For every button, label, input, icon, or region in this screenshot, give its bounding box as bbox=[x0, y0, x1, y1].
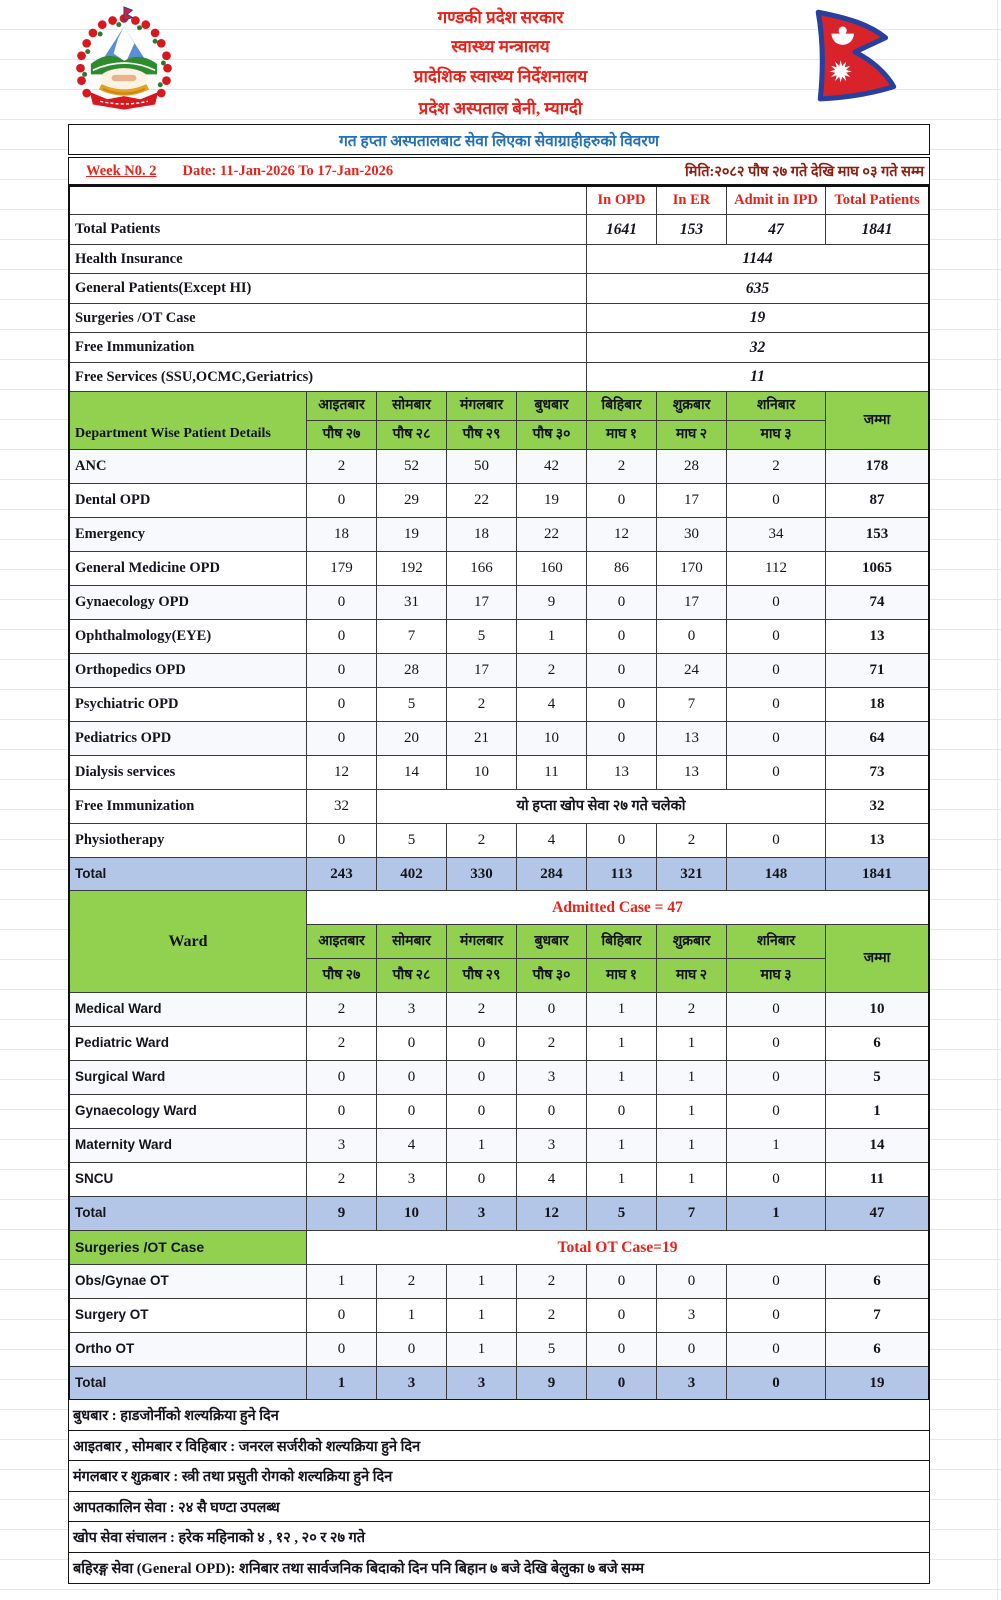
week-labels bbox=[74, 163, 393, 180]
ward-day-value: 0 bbox=[377, 1095, 447, 1129]
ward-day-value: 1 bbox=[587, 1027, 657, 1061]
department-day-value: 19 bbox=[517, 484, 587, 518]
weekday-header: आइतबार bbox=[307, 392, 377, 421]
ward-total-row-label: Total bbox=[70, 1197, 307, 1231]
department-total-value: 178 bbox=[826, 450, 928, 484]
department-total-row-value: 330 bbox=[447, 858, 517, 891]
ward-day-value: 1 bbox=[587, 1129, 657, 1163]
ward-day-value: 2 bbox=[657, 993, 727, 1027]
ward-day-value: 3 bbox=[517, 1129, 587, 1163]
department-table-header: Department Wise Patient Details bbox=[70, 392, 307, 450]
nepali-date-header: पौष २७ bbox=[307, 421, 377, 450]
ot-total-row-value: 3 bbox=[377, 1367, 447, 1401]
summary-row-label: Health Insurance bbox=[70, 245, 587, 275]
weekday-header: मंगलबार bbox=[447, 392, 517, 421]
ot-row-label: Surgery OT bbox=[70, 1299, 307, 1333]
ward-day-value: 0 bbox=[307, 1095, 377, 1129]
department-day-value: 166 bbox=[447, 552, 517, 586]
admitted-case-header: Admitted Case = 47 bbox=[307, 891, 928, 925]
department-day-value: 0 bbox=[727, 620, 826, 654]
department-total-value: 13 bbox=[826, 824, 928, 858]
ot-day-value: 0 bbox=[587, 1333, 657, 1367]
nepali-date-header: पौष २८ bbox=[377, 959, 447, 993]
department-row-label: Physiotherapy bbox=[70, 824, 307, 858]
nepali-date-header: माघ १ bbox=[587, 959, 657, 993]
summary-column-header: In ER bbox=[657, 187, 727, 215]
ot-day-value: 1 bbox=[307, 1265, 377, 1299]
department-day-value: 0 bbox=[587, 620, 657, 654]
weekday-header: सोमबार bbox=[377, 392, 447, 421]
ward-day-value: 2 bbox=[307, 1027, 377, 1061]
ward-day-value: 0 bbox=[517, 993, 587, 1027]
department-day-value: 0 bbox=[657, 620, 727, 654]
ot-table bbox=[70, 1231, 928, 1401]
ward-total-row-value: 12 bbox=[517, 1197, 587, 1231]
ward-table bbox=[70, 891, 928, 1231]
department-day-value: 52 bbox=[377, 450, 447, 484]
department-day-value: 13 bbox=[657, 722, 727, 756]
ward-day-value: 0 bbox=[307, 1061, 377, 1095]
ot-day-value: 0 bbox=[307, 1333, 377, 1367]
nepali-date-header: पौष ३० bbox=[517, 959, 587, 993]
department-day-value: 34 bbox=[727, 518, 826, 552]
department-row-label: Psychiatric OPD bbox=[70, 688, 307, 722]
ot-day-value: 2 bbox=[517, 1299, 587, 1333]
department-day-value: 42 bbox=[517, 450, 587, 484]
department-day-value: 0 bbox=[307, 824, 377, 858]
weekday-header: शनिबार bbox=[727, 925, 826, 959]
department-total-value: 87 bbox=[826, 484, 928, 518]
department-total-row-value: 113 bbox=[587, 858, 657, 891]
department-total-row-value: 243 bbox=[307, 858, 377, 891]
department-total-value: 71 bbox=[826, 654, 928, 688]
ward-day-value: 1 bbox=[447, 1129, 517, 1163]
ward-day-value: 0 bbox=[377, 1027, 447, 1061]
department-total-row-value: 321 bbox=[657, 858, 727, 891]
department-day-value: 13 bbox=[587, 756, 657, 790]
department-day-value: 2 bbox=[447, 688, 517, 722]
nepali-date-header: माघ ३ bbox=[727, 421, 826, 450]
header-directorate-line: प्रादेशिक स्वास्थ्य निर्देशनालय bbox=[413, 67, 588, 86]
department-day-value: 2 bbox=[587, 450, 657, 484]
ot-total-row-value: 3 bbox=[657, 1367, 727, 1401]
department-day-value: 0 bbox=[307, 722, 377, 756]
ward-total-row-value: 3 bbox=[447, 1197, 517, 1231]
ward-day-value: 2 bbox=[307, 1163, 377, 1197]
ward-day-value: 0 bbox=[447, 1027, 517, 1061]
ot-grand-total: 19 bbox=[826, 1367, 928, 1401]
ot-total-row-value: 0 bbox=[587, 1367, 657, 1401]
ward-day-value: 3 bbox=[377, 1163, 447, 1197]
summary-value: 1641 bbox=[587, 215, 657, 245]
department-day-value: 28 bbox=[377, 654, 447, 688]
ot-day-value: 1 bbox=[447, 1265, 517, 1299]
ot-day-value: 0 bbox=[587, 1265, 657, 1299]
department-day-value: 0 bbox=[587, 688, 657, 722]
nepali-date-header: पौष २९ bbox=[447, 959, 517, 993]
summary-row-label: Free Services (SSU,OCMC,Geriatrics) bbox=[70, 363, 587, 393]
ot-day-value: 0 bbox=[307, 1299, 377, 1333]
ward-day-value: 4 bbox=[517, 1163, 587, 1197]
department-day-value: 10 bbox=[517, 722, 587, 756]
ward-day-value: 0 bbox=[727, 1095, 826, 1129]
sum-column-header: जम्मा bbox=[826, 392, 928, 450]
department-total-value: 13 bbox=[826, 620, 928, 654]
department-day-value: 0 bbox=[727, 484, 826, 518]
ward-day-value: 1 bbox=[587, 1061, 657, 1095]
ward-day-value: 1 bbox=[587, 993, 657, 1027]
ward-total-row-value: 9 bbox=[307, 1197, 377, 1231]
ot-total-row-label: Total bbox=[70, 1367, 307, 1401]
department-day-value: 0 bbox=[307, 654, 377, 688]
ward-total-value: 14 bbox=[826, 1129, 928, 1163]
department-day-value: 31 bbox=[377, 586, 447, 620]
department-day-value: 0 bbox=[307, 688, 377, 722]
report-title bbox=[68, 124, 930, 155]
summary-row-label: General Patients(Except HI) bbox=[70, 274, 587, 304]
ot-day-value: 1 bbox=[447, 1299, 517, 1333]
department-day-value: 5 bbox=[377, 824, 447, 858]
summary-merged-value: 635 bbox=[587, 274, 928, 304]
summary-value: 1841 bbox=[826, 215, 928, 245]
department-day-value: 179 bbox=[307, 552, 377, 586]
department-row-label: Dental OPD bbox=[70, 484, 307, 518]
department-total-row-value: 402 bbox=[377, 858, 447, 891]
ot-day-value: 2 bbox=[377, 1265, 447, 1299]
ot-total-value: 6 bbox=[826, 1265, 928, 1299]
department-day-value: 11 bbox=[517, 756, 587, 790]
department-day-value: 160 bbox=[517, 552, 587, 586]
weekday-header: शुक्रबार bbox=[657, 392, 727, 421]
summary-column-header: Total Patients bbox=[826, 187, 928, 215]
ward-day-value: 0 bbox=[727, 1061, 826, 1095]
ward-row-label: Medical Ward bbox=[70, 993, 307, 1027]
ward-table-header: Ward bbox=[70, 891, 307, 993]
department-grand-total: 1841 bbox=[826, 858, 928, 891]
ward-day-value: 1 bbox=[657, 1095, 727, 1129]
ward-day-value: 2 bbox=[447, 993, 517, 1027]
department-day-value: 17 bbox=[657, 586, 727, 620]
footer-notes bbox=[68, 1399, 930, 1584]
ward-grand-total: 47 bbox=[826, 1197, 928, 1231]
ot-day-value: 0 bbox=[727, 1299, 826, 1333]
department-day-value: 17 bbox=[447, 586, 517, 620]
weekday-header: सोमबार bbox=[377, 925, 447, 959]
department-total-value: 1065 bbox=[826, 552, 928, 586]
ward-total-value: 10 bbox=[826, 993, 928, 1027]
nepali-date-header: माघ २ bbox=[657, 959, 727, 993]
department-day-value: 0 bbox=[587, 586, 657, 620]
nepali-date-header: पौष २७ bbox=[307, 959, 377, 993]
department-row-label: Pediatrics OPD bbox=[70, 722, 307, 756]
department-day-value: 7 bbox=[377, 620, 447, 654]
department-day-value: 0 bbox=[587, 654, 657, 688]
department-total-value: 64 bbox=[826, 722, 928, 756]
department-day-value: 4 bbox=[517, 688, 587, 722]
department-total-row-value: 284 bbox=[517, 858, 587, 891]
summary-row-label: Free Immunization bbox=[70, 333, 587, 363]
week-row bbox=[68, 157, 930, 185]
ward-day-value: 0 bbox=[377, 1061, 447, 1095]
department-total-value: 32 bbox=[826, 790, 928, 824]
header-hospital-line: प्रदेश अस्पताल बेनी, म्याग्दी bbox=[418, 99, 583, 118]
department-total-value: 153 bbox=[826, 518, 928, 552]
ward-day-value: 2 bbox=[307, 993, 377, 1027]
ward-total-row-value: 1 bbox=[727, 1197, 826, 1231]
department-total-value: 74 bbox=[826, 586, 928, 620]
note-row: मंगलबार र शुक्रबार : स्त्री तथा प्रसुती रोगको शल्यक्रिया हुने दिन bbox=[68, 1460, 930, 1492]
department-day-value: 12 bbox=[307, 756, 377, 790]
ot-day-value: 0 bbox=[657, 1265, 727, 1299]
department-day-value: 0 bbox=[727, 688, 826, 722]
ward-day-value: 0 bbox=[447, 1061, 517, 1095]
weekday-header: बिहिबार bbox=[587, 925, 657, 959]
spreadsheet-report bbox=[68, 185, 930, 1403]
ot-day-value: 3 bbox=[657, 1299, 727, 1333]
nepali-date-range: मिति:२०८२ पौष २७ गते देखि माघ ०३ गते सम्म bbox=[685, 164, 924, 180]
summary-column-header: In OPD bbox=[587, 187, 657, 215]
note-row: आपतकालिन सेवा : २४ सै घण्टा उपलब्ध bbox=[68, 1491, 930, 1523]
department-row-label: ANC bbox=[70, 450, 307, 484]
nepali-date-header: पौष २९ bbox=[447, 421, 517, 450]
department-day-value: 7 bbox=[657, 688, 727, 722]
ot-total-row-value: 3 bbox=[447, 1367, 517, 1401]
ot-total-row-value: 0 bbox=[727, 1367, 826, 1401]
department-day-value: 2 bbox=[657, 824, 727, 858]
ward-day-value: 2 bbox=[517, 1027, 587, 1061]
weekday-header: शुक्रबार bbox=[657, 925, 727, 959]
department-day-value: 9 bbox=[517, 586, 587, 620]
ward-day-value: 0 bbox=[447, 1163, 517, 1197]
ward-row-label: SNCU bbox=[70, 1163, 307, 1197]
department-day-value: 2 bbox=[307, 450, 377, 484]
ot-row-label: Ortho OT bbox=[70, 1333, 307, 1367]
ward-day-value: 0 bbox=[587, 1095, 657, 1129]
nepali-date-header: पौष २८ bbox=[377, 421, 447, 450]
ward-day-value: 1 bbox=[657, 1129, 727, 1163]
summary-row-label: Total Patients bbox=[70, 215, 587, 245]
department-day-value: 2 bbox=[727, 450, 826, 484]
summary-corner-cell bbox=[70, 187, 587, 215]
department-day-value: 0 bbox=[727, 722, 826, 756]
ot-day-value: 0 bbox=[587, 1299, 657, 1333]
department-row-label: Emergency bbox=[70, 518, 307, 552]
department-day-value: 30 bbox=[657, 518, 727, 552]
department-day-value: 22 bbox=[447, 484, 517, 518]
ot-total-row-value: 9 bbox=[517, 1367, 587, 1401]
department-day-value: 86 bbox=[587, 552, 657, 586]
ot-total-value: 7 bbox=[826, 1299, 928, 1333]
department-total-row-label: Total bbox=[70, 858, 307, 891]
ward-row-label: Pediatric Ward bbox=[70, 1027, 307, 1061]
department-row-label: General Medicine OPD bbox=[70, 552, 307, 586]
ot-day-value: 0 bbox=[657, 1333, 727, 1367]
ot-day-value: 5 bbox=[517, 1333, 587, 1367]
department-total-value: 18 bbox=[826, 688, 928, 722]
department-day-value: 0 bbox=[587, 722, 657, 756]
department-day-value: 18 bbox=[307, 518, 377, 552]
department-day-value: 0 bbox=[727, 756, 826, 790]
header-government-line: गण्डकी प्रदेश सरकार bbox=[437, 8, 564, 27]
department-day-value: 1 bbox=[517, 620, 587, 654]
ward-total-row-value: 10 bbox=[377, 1197, 447, 1231]
department-day-value: 0 bbox=[307, 586, 377, 620]
ward-day-value: 1 bbox=[587, 1163, 657, 1197]
department-total-value: 73 bbox=[826, 756, 928, 790]
department-day-value: 17 bbox=[447, 654, 517, 688]
ot-day-value: 0 bbox=[727, 1333, 826, 1367]
ward-day-value: 1 bbox=[657, 1061, 727, 1095]
summary-merged-value: 19 bbox=[587, 304, 928, 334]
summary-value: 153 bbox=[657, 215, 727, 245]
ot-day-value: 1 bbox=[447, 1333, 517, 1367]
ot-row-label: Obs/Gynae OT bbox=[70, 1265, 307, 1299]
summary-row-label: Surgeries /OT Case bbox=[70, 304, 587, 334]
nepali-date-header: माघ १ bbox=[587, 421, 657, 450]
department-row-label: Free Immunization bbox=[70, 790, 307, 824]
department-day-value: 28 bbox=[657, 450, 727, 484]
ward-total-value: 6 bbox=[826, 1027, 928, 1061]
ot-day-value: 2 bbox=[517, 1265, 587, 1299]
summary-merged-value: 11 bbox=[587, 363, 928, 393]
department-day-value: 2 bbox=[517, 654, 587, 688]
department-day-value: 5 bbox=[447, 620, 517, 654]
ward-day-value: 1 bbox=[727, 1129, 826, 1163]
department-row-label: Orthopedics OPD bbox=[70, 654, 307, 688]
ot-total-row-value: 1 bbox=[307, 1367, 377, 1401]
weekday-header: मंगलबार bbox=[447, 925, 517, 959]
summary-merged-value: 32 bbox=[587, 333, 928, 363]
note-row: आइतबार , सोमबार र विहिबार : जनरल सर्जरीको शल्यक्रिया हुने दिन bbox=[68, 1430, 930, 1462]
nepali-date-header: माघ ३ bbox=[727, 959, 826, 993]
week-date-range: Date: 11-Jan-2026 To 17-Jan-2026 bbox=[182, 162, 394, 179]
ward-total-value: 11 bbox=[826, 1163, 928, 1197]
summary-value: 47 bbox=[727, 215, 826, 245]
ward-day-value: 0 bbox=[727, 993, 826, 1027]
department-day-value: 0 bbox=[727, 824, 826, 858]
ot-table-header: Surgeries /OT Case bbox=[70, 1231, 307, 1265]
department-day-value: 0 bbox=[307, 484, 377, 518]
ward-row-label: Surgical Ward bbox=[70, 1061, 307, 1095]
nepali-date-header: माघ २ bbox=[657, 421, 727, 450]
department-day-value: 0 bbox=[727, 586, 826, 620]
summary-merged-value: 1144 bbox=[587, 245, 928, 275]
department-row-label: Gynaecology OPD bbox=[70, 586, 307, 620]
report-title-text: गत हप्ता अस्पतालबाट सेवा लिएका सेवाग्राहीहरुको विवरण bbox=[339, 132, 659, 150]
ward-day-value: 3 bbox=[517, 1061, 587, 1095]
department-day-value: 2 bbox=[447, 824, 517, 858]
department-day-value: 20 bbox=[377, 722, 447, 756]
weekday-header: बुधबार bbox=[517, 392, 587, 421]
department-day-value: 0 bbox=[307, 620, 377, 654]
department-day-value: 32 bbox=[307, 790, 377, 824]
department-day-value: 170 bbox=[657, 552, 727, 586]
department-day-value: 29 bbox=[377, 484, 447, 518]
ward-day-value: 0 bbox=[517, 1095, 587, 1129]
department-row-label: Ophthalmology(EYE) bbox=[70, 620, 307, 654]
header-ministry-line: स्वास्थ्य मन्त्रालय bbox=[451, 37, 550, 56]
department-day-value: 112 bbox=[727, 552, 826, 586]
ward-day-value: 0 bbox=[447, 1095, 517, 1129]
ward-total-value: 1 bbox=[826, 1095, 928, 1129]
summary-column-header: Admit in IPD bbox=[727, 187, 826, 215]
note-row: बुधबार : हाडजोर्नीको शल्यक्रिया हुने दिन bbox=[68, 1399, 930, 1431]
week-number: Week N0. 2 bbox=[86, 162, 157, 179]
ward-day-value: 0 bbox=[727, 1163, 826, 1197]
ward-row-label: Gynaecology Ward bbox=[70, 1095, 307, 1129]
department-day-value: 14 bbox=[377, 756, 447, 790]
ward-day-value: 1 bbox=[657, 1163, 727, 1197]
department-day-value: 0 bbox=[587, 484, 657, 518]
nepal-government-emblem-icon bbox=[72, 6, 176, 125]
ward-day-value: 0 bbox=[727, 1027, 826, 1061]
department-day-value: 4 bbox=[517, 824, 587, 858]
department-day-value: 12 bbox=[587, 518, 657, 552]
department-day-value: 19 bbox=[377, 518, 447, 552]
weekday-header: बिहिबार bbox=[587, 392, 657, 421]
department-day-value: 17 bbox=[657, 484, 727, 518]
ward-day-value: 4 bbox=[377, 1129, 447, 1163]
department-day-value: 0 bbox=[587, 824, 657, 858]
department-total-row-value: 148 bbox=[727, 858, 826, 891]
ward-day-value: 3 bbox=[377, 993, 447, 1027]
immunization-note: यो हप्ता खोप सेवा २७ गते चलेको bbox=[377, 790, 826, 824]
department-day-value: 21 bbox=[447, 722, 517, 756]
ward-day-value: 1 bbox=[657, 1027, 727, 1061]
ot-total-header: Total OT Case=19 bbox=[307, 1231, 928, 1265]
ward-total-row-value: 5 bbox=[587, 1197, 657, 1231]
department-day-value: 18 bbox=[447, 518, 517, 552]
department-day-value: 0 bbox=[727, 654, 826, 688]
department-day-value: 22 bbox=[517, 518, 587, 552]
ot-day-value: 0 bbox=[377, 1333, 447, 1367]
note-row: बहिरङ्ग सेवा (General OPD): शनिबार तथा सार्वजनिक बिदाको दिन पनि बिहान ७ बजे देखि बेलुका ७ बजे सम्म bbox=[68, 1552, 930, 1584]
department-day-value: 192 bbox=[377, 552, 447, 586]
ot-total-value: 6 bbox=[826, 1333, 928, 1367]
weekday-header: शनिबार bbox=[727, 392, 826, 421]
department-day-value: 24 bbox=[657, 654, 727, 688]
weekday-header: बुधबार bbox=[517, 925, 587, 959]
department-table bbox=[70, 392, 928, 891]
ot-day-value: 0 bbox=[727, 1265, 826, 1299]
ward-total-value: 5 bbox=[826, 1061, 928, 1095]
department-day-value: 10 bbox=[447, 756, 517, 790]
department-row-label: Dialysis services bbox=[70, 756, 307, 790]
note-row: खोप सेवा संचालन : हरेक महिनाको ४ , १२ , २० र २७ गते bbox=[68, 1521, 930, 1553]
department-day-value: 13 bbox=[657, 756, 727, 790]
ward-row-label: Maternity Ward bbox=[70, 1129, 307, 1163]
nepali-date-header: पौष ३० bbox=[517, 421, 587, 450]
ward-day-value: 3 bbox=[307, 1129, 377, 1163]
nepal-flag-icon bbox=[804, 4, 912, 107]
department-day-value: 5 bbox=[377, 688, 447, 722]
summary-table bbox=[70, 187, 928, 392]
department-day-value: 50 bbox=[447, 450, 517, 484]
ward-total-row-value: 7 bbox=[657, 1197, 727, 1231]
sum-column-header: जम्मा bbox=[826, 925, 928, 993]
ot-day-value: 1 bbox=[377, 1299, 447, 1333]
weekday-header: आइतबार bbox=[307, 925, 377, 959]
